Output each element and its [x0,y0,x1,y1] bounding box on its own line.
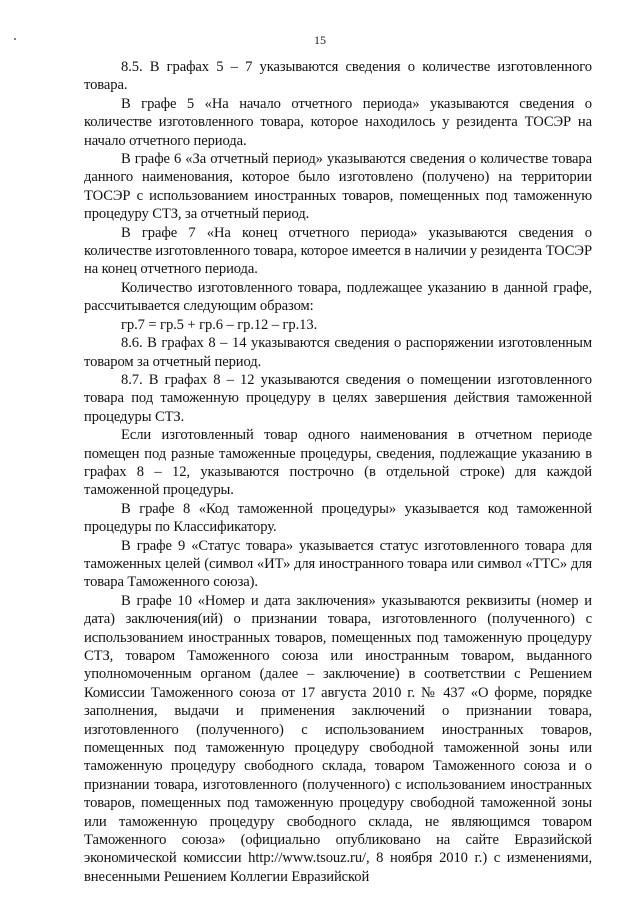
paragraph-8-7: 8.7. В графах 8 – 12 указываются сведения о помещении изготовленного товара под таможенную процедуру в целях завершения действия таможенной процедуры СТЗ. [84,371,592,425]
page-number: 15 [314,33,326,47]
paragraph-multiple-procedures: Если изготовленный товар одного наименования в отчетном периоде помещен под разные таможенные процедуры, сведения, подлежащие указанию в графах 8 – 12, указываются построчно (в отдельной строке) для каждой таможенной процедуры. [84,427,592,499]
paragraph-column-8: В графе 8 «Код таможенной процедуры» указывается код таможенной процедуры по Классификатору. [84,500,592,536]
paragraph-column-10: В графе 10 «Номер и дата заключения» указываются реквизиты (номер и дата) заключения(ий) о признании товара, изготовленного (полученного) с использованием иностранных товаров, помещенных под таможенную процедуру СТЗ, товаром Таможенного союза или иностранным товаром, выданного уполномоченным органом (далее – заключение) в соответствии с Решением Комиссии Таможенного союза от 17 августа 2010 г. № 437 «О форме, порядке заполнения, выдачи и применения заключений о признании товара, изготовленного (полученного) с использованием иностранных товаров, помещенных под таможенную процедуру свободной таможенной зоны или таможенную процедуру свободного склада, товаром Таможенного союза и о признании товара, изготовленного (полученного) с использованием иностранных товаров, помещенных под таможенную процедуру свободной таможенной зоны или таможенную процедуру свободного склада, не являющимся товаром Таможенного союза» (официально опубликовано на сайте Евразийской экономической комиссии http://www.tsouz.ru/, 8 ноября 2010 г.) с изменениями, внесенными Решением Коллегии Евразийской [84,592,592,885]
paragraph-column-6: В графе 6 «За отчетный период» указываются сведения о количестве товара данного наименования, которое было изготовлено (получено) на территории ТОСЭР с использованием иностранных товаров, помещенных под таможенную процедуру СТЗ, за отчетный период. [84,151,592,223]
formula-line: гр.7 = гр.5 + гр.6 – гр.12 – гр.13. [121,316,318,333]
body-text [84,58,592,886]
paragraph-quantity-calc: Количество изготовленного товара, подлежащее указанию в данной графе, рассчитывается следующим образом: [84,279,592,315]
paragraph-8-6: 8.6. В графах 8 – 14 указываются сведения о распоряжении изготовленным товаром за отчетный период. [84,335,592,370]
paragraph-column-5: В графе 5 «На начало отчетного периода» указываются сведения о количестве изготовленного товара, которое находилось у резидента ТОСЭР на начало отчетного периода. [84,95,592,149]
paragraph-column-7: В графе 7 «На конец отчетного периода» указываются сведения о количестве изготовленного товара, которое имеется в наличии у резидента ТОСЭР на конец отчетного периода. [84,224,592,278]
paragraph-8-5: 8.5. В графах 5 – 7 указываются сведения о количестве изготовленного товара. [84,59,592,94]
paragraph-column-9: В графе 9 «Статус товара» указывается статус изготовленного товара для таможенных целей (символ «ИТ» для иностранного товара или символ «ТТС» для товара Таможенного союза). [84,537,592,591]
